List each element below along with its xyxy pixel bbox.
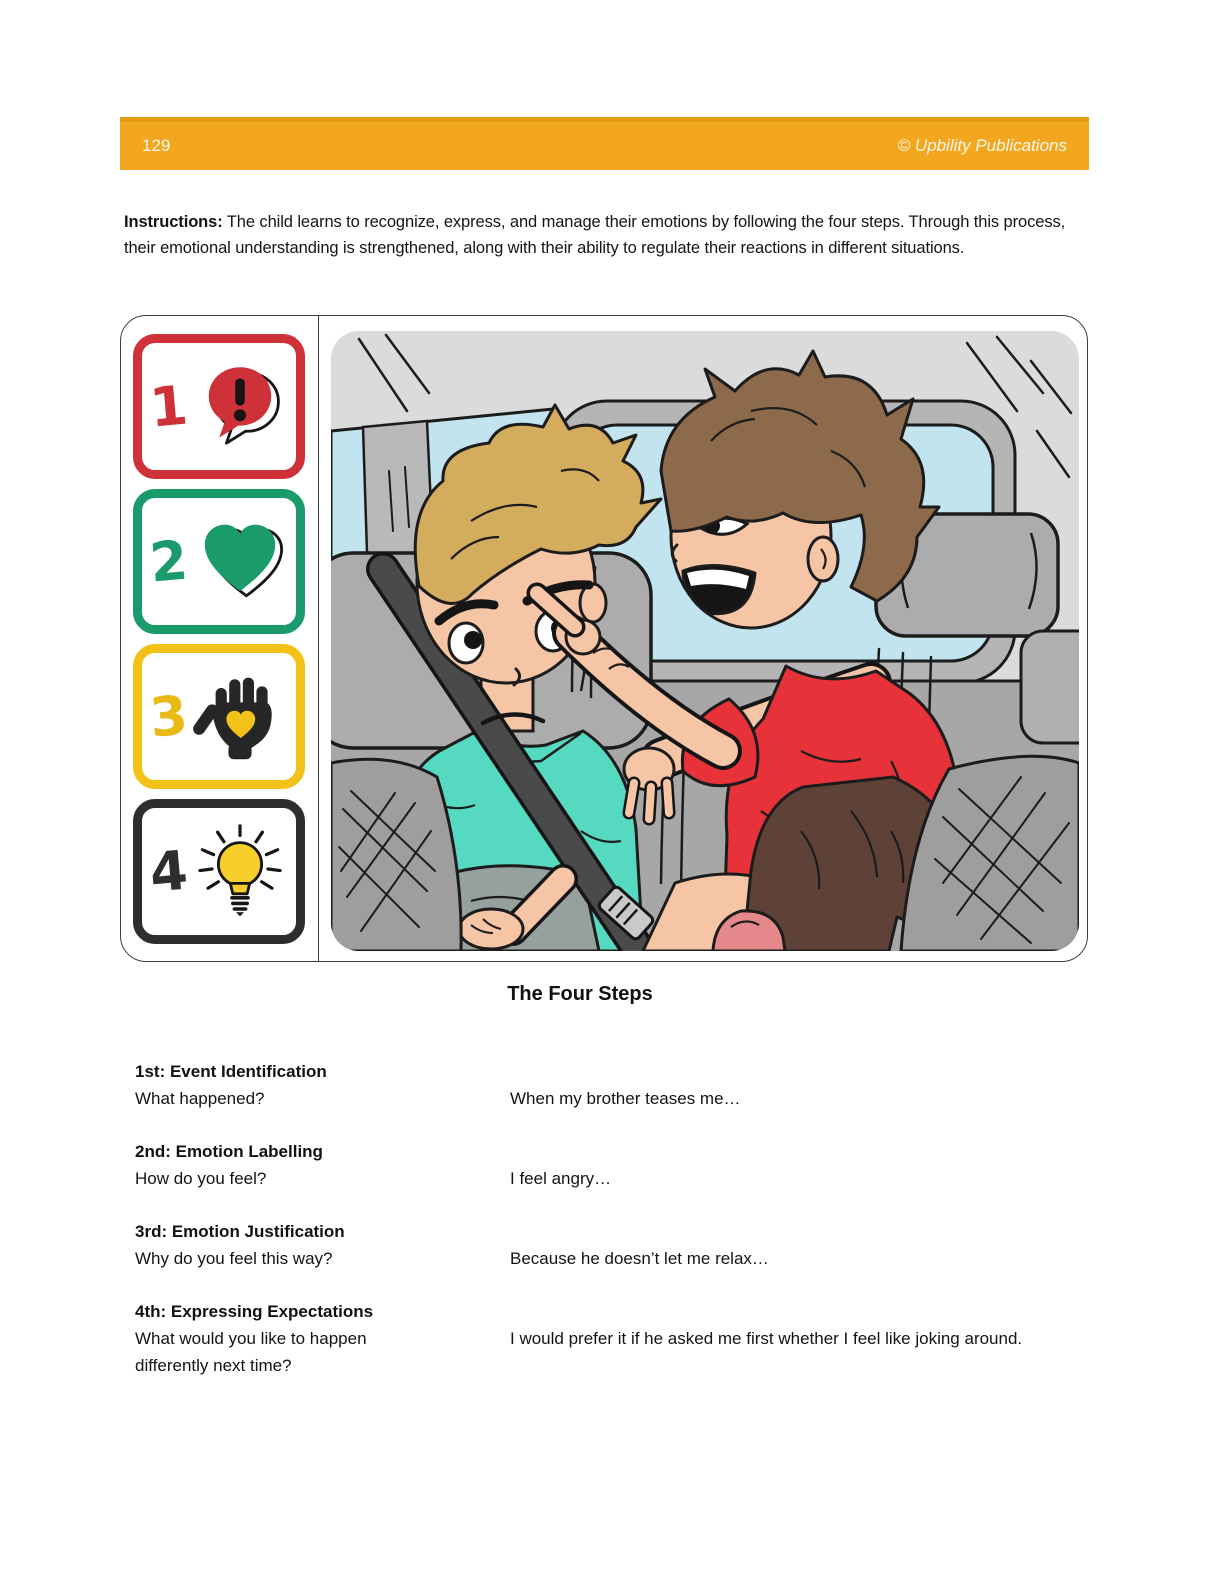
step-4-heading: 4th: Expressing Expectations [135,1302,374,1321]
header-bar [120,117,1089,170]
copyright-text: © Upbility Publications [897,136,1067,155]
step-3-answer: Because he doesn’t let me relax… [510,1249,769,1268]
step-3-question: Why do you feel this way? [135,1249,333,1268]
step-1-box [133,334,305,479]
step-4-box [133,799,305,944]
step-2-answer: I feel angry… [510,1169,612,1188]
car-teasing-scene-illustration [331,331,1079,951]
step-1-answer: When my brother teases me… [510,1089,741,1108]
step-1-question: What happened? [135,1089,265,1108]
speech-bubble-exclamation-icon [192,356,288,457]
step-3-box [133,644,305,789]
step-2-heading: 2nd: Emotion Labelling [135,1142,323,1161]
step-3-heading: 3rd: Emotion Justification [135,1222,345,1241]
step-1-number: 1 [147,372,191,440]
instructions-label: Instructions: [124,212,223,231]
step-3-number: 3 [147,682,191,750]
page-number: 129 [142,136,171,155]
step-2-number: 2 [147,527,191,595]
steps-icon-column [121,316,319,961]
step-1-heading: 1st: Event Identification [135,1062,327,1081]
heart-icon [192,511,288,612]
step-2-question: How do you feel? [135,1169,267,1188]
step-4-answer: I would prefer it if he asked me first whether I feel like joking around. [510,1329,1023,1348]
instructions-paragraph [124,209,1092,261]
lightbulb-icon [192,821,288,922]
instructions-text: The child learns to recognize, express, and manage their emotions by following the four steps. Through this process, their emotional understanding is strengthened, along with their ability to regulate their reactions in different situations. [124,212,1066,257]
step-2-box [133,489,305,634]
step-4-question: What would you like to happen differently next time? [135,1329,367,1375]
step-4-number: 4 [147,837,191,905]
four-steps-title: The Four Steps [507,983,653,1005]
steps-illustration-panel [120,315,1088,962]
hand-heart-icon [192,666,288,767]
